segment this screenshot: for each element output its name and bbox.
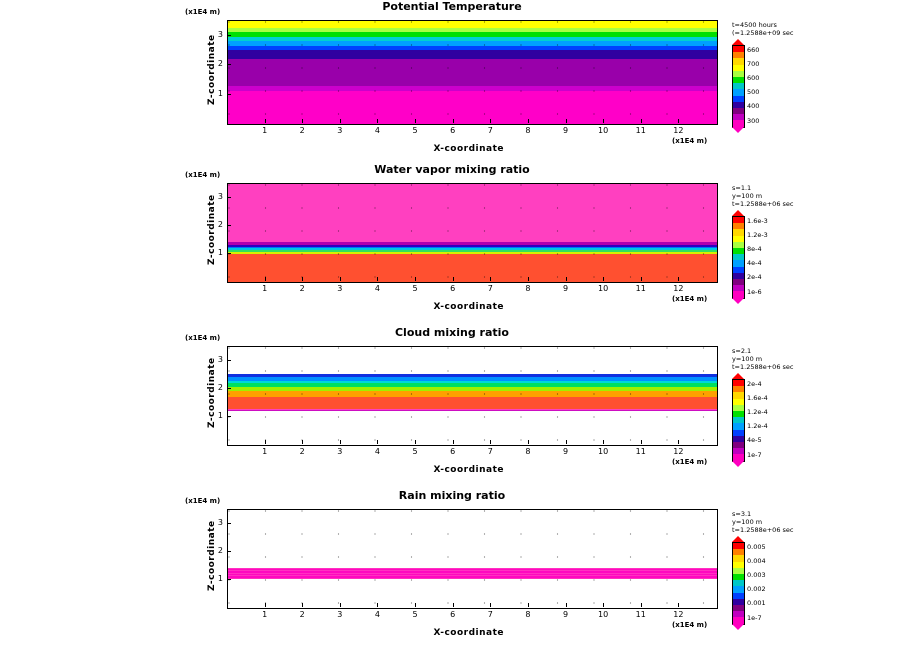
x-tick-label: 6: [450, 447, 456, 456]
x-tick-label: 4: [374, 126, 380, 135]
x-tick-label: 4: [374, 447, 380, 456]
x-tick-label: 7: [487, 284, 493, 293]
y-tick-label: 2: [217, 546, 223, 555]
legend-info-line: (=1.2588e+09 sec: [732, 29, 794, 37]
x-tick-label: 2: [299, 284, 305, 293]
colorbar-tick-label: 1e-6: [747, 287, 762, 296]
x-tick-label: 3: [337, 126, 343, 135]
x-tick-label: 10: [598, 610, 609, 619]
colorbar-tick-label: 2e-4: [747, 273, 762, 282]
y-tick-mark: [227, 551, 231, 552]
y-tick-label: 2: [217, 220, 223, 229]
x-axis-unit: (x1E4 m): [672, 137, 708, 145]
colorbar-tick-label: 1.6e-3: [747, 217, 768, 225]
chart-title: Water vapor mixing ratio: [374, 163, 530, 176]
colorbar-tick-label: 1.6e-4: [747, 394, 768, 403]
x-tick-mark: [678, 603, 679, 607]
x-tick-label: 8: [525, 610, 531, 619]
x-axis-label: X-coordinate: [433, 465, 504, 475]
contour-fill: [228, 510, 717, 608]
x-tick-label: 3: [337, 284, 343, 293]
x-axis-label: X-coordinate: [433, 144, 504, 154]
x-tick-label: 12: [673, 610, 684, 619]
chart-title: Cloud mixing ratio: [394, 326, 509, 339]
contour-line: [228, 577, 717, 578]
x-tick-mark: [415, 603, 416, 607]
y-tick-mark: [227, 523, 231, 524]
x-axis-unit: (x1E4 m): [672, 621, 708, 629]
x-tick-mark: [377, 603, 378, 607]
x-tick-mark: [641, 603, 642, 607]
y-tick-label: 1: [217, 574, 223, 583]
x-tick-label: 6: [450, 126, 456, 135]
x-tick-label: 9: [562, 610, 569, 619]
x-tick-label: 7: [487, 610, 493, 619]
y-tick-label: 3: [217, 355, 223, 364]
x-tick-mark: [566, 603, 567, 607]
legend-info-line: s=3.1: [732, 510, 752, 518]
x-tick-label: 3: [337, 447, 343, 456]
colorbar-tick-label: 0.004: [747, 557, 766, 566]
y-tick-label: 2: [217, 383, 223, 392]
legend-info-line: t=4500 hours: [732, 21, 777, 29]
x-tick-label: 5: [412, 447, 418, 456]
x-axis-unit: (x1E4 m): [672, 458, 708, 466]
colorbar-tick-label: 1e-7: [747, 613, 762, 622]
x-tick-label: 8: [525, 126, 531, 135]
legend-info-line: s=1.1: [732, 184, 752, 192]
y-tick-label: 3: [217, 518, 223, 527]
x-tick-label: 11: [635, 284, 646, 293]
x-tick-mark: [528, 603, 529, 607]
colorbar-tick-label: 4e-4: [747, 259, 762, 268]
legend-info-line: s=2.1: [732, 347, 752, 355]
x-tick-label: 11: [635, 126, 646, 135]
x-axis-label: X-coordinate: [433, 302, 504, 312]
y-axis-unit: (x1E4 m): [185, 497, 221, 505]
legend-info-line: y=100 m: [732, 192, 763, 200]
colorbar-tick-label: 660: [747, 46, 760, 54]
x-tick-label: 9: [562, 284, 569, 293]
x-tick-label: 12: [673, 447, 684, 456]
y-axis-label: Z-coordinate: [207, 357, 217, 428]
x-tick-label: 1: [262, 447, 268, 456]
x-tick-label: 1: [262, 284, 268, 293]
colorbar-tick-label: 1.2e-4: [747, 422, 768, 431]
x-tick-label: 12: [673, 284, 684, 293]
colorbar-tick-label: 2e-4: [747, 380, 762, 388]
x-tick-label: 3: [337, 610, 343, 619]
x-tick-mark: [265, 603, 266, 607]
y-tick-label: 3: [217, 192, 223, 201]
x-tick-label: 10: [598, 126, 609, 135]
y-tick-label: 1: [217, 88, 223, 98]
x-tick-label: 7: [487, 126, 493, 135]
chart-title: Rain mixing ratio: [398, 489, 506, 502]
colorbar-bottom-arrow: [732, 624, 744, 630]
colorbar-tick-label: 1.2e-3: [747, 231, 768, 240]
x-tick-mark: [340, 603, 341, 607]
x-tick-label: 11: [635, 610, 646, 619]
x-tick-mark: [603, 603, 604, 607]
colorbar-tick-label: 8e-4: [747, 245, 762, 254]
x-tick-label: 9: [562, 126, 569, 135]
x-tick-mark: [490, 603, 491, 607]
y-axis-unit: (x1E4 m): [185, 8, 221, 16]
y-tick-label: 1: [217, 411, 223, 420]
x-tick-label: 6: [450, 610, 456, 619]
colorbar-tick-label: 700: [747, 60, 760, 69]
x-axis-label: X-coordinate: [433, 628, 504, 638]
legend-info-line: t=1.2588e+06 sec: [732, 363, 794, 371]
colorbar-tick-label: 500: [747, 88, 760, 97]
contour-band: [228, 510, 717, 569]
x-tick-label: 10: [598, 284, 609, 293]
x-tick-label: 6: [450, 284, 456, 293]
colorbar-tick-label: 1e-7: [747, 450, 762, 459]
x-tick-mark: [453, 603, 454, 607]
x-tick-label: 8: [525, 284, 531, 293]
chart-title: Potential Temperature: [382, 0, 522, 13]
x-tick-label: 12: [673, 126, 684, 135]
x-tick-label: 7: [487, 447, 493, 456]
colorbar-tick-label: 4e-5: [747, 436, 762, 445]
colorbar-tick-label: 300: [747, 116, 760, 125]
x-tick-label: 10: [598, 447, 609, 456]
x-tick-mark: [302, 603, 303, 607]
x-tick-label: 5: [412, 284, 418, 293]
x-tick-label: 2: [299, 447, 305, 456]
colorbar-tick-label: 400: [747, 102, 760, 111]
y-axis-unit: (x1E4 m): [185, 334, 221, 342]
legend-info-line: y=100 m: [732, 355, 763, 363]
plot-area: [227, 509, 718, 609]
x-tick-label: 9: [562, 447, 569, 456]
x-tick-label: 4: [374, 284, 380, 293]
y-tick-label: 3: [217, 29, 223, 39]
x-tick-label: 4: [374, 610, 380, 619]
y-tick-label: 2: [217, 59, 223, 69]
colorbar-tick-label: 0.003: [747, 571, 766, 580]
x-tick-label: 5: [412, 610, 418, 619]
y-axis-unit: (x1E4 m): [185, 171, 221, 179]
legend-info-line: t=1.2588e+06 sec: [732, 526, 794, 534]
y-axis-label: Z-coordinate: [207, 194, 217, 265]
y-axis-label: Z-coordinate: [207, 33, 217, 105]
y-tick-label: 1: [217, 248, 223, 257]
x-tick-label: 2: [299, 610, 305, 619]
colorbar-tick-label: 0.002: [747, 585, 766, 594]
colorbar-tick-label: 600: [747, 74, 760, 83]
legend-info-line: y=100 m: [732, 518, 763, 526]
y-axis-label: Z-coordinate: [207, 520, 217, 591]
colorbar-tick-label: 0.005: [747, 543, 766, 551]
x-tick-label: 1: [262, 610, 268, 619]
colorbar: [732, 542, 745, 625]
x-tick-label: 1: [262, 126, 268, 135]
y-tick-mark: [227, 579, 231, 580]
x-axis-unit: (x1E4 m): [672, 295, 708, 303]
colorbar-tick-label: 1.2e-4: [747, 408, 768, 417]
x-tick-label: 2: [299, 126, 305, 135]
colorbar-tick-label: 0.001: [747, 599, 766, 608]
x-tick-label: 11: [635, 447, 646, 456]
x-tick-label: 5: [412, 126, 418, 135]
x-tick-label: 8: [525, 447, 531, 456]
legend-info-line: t=1.2588e+06 sec: [732, 200, 794, 208]
